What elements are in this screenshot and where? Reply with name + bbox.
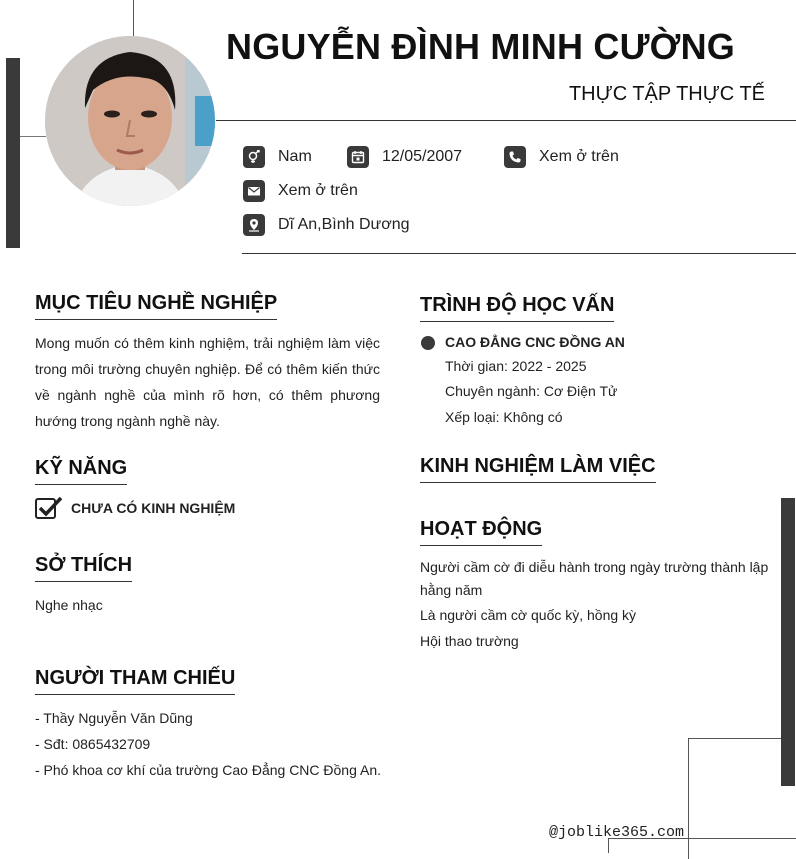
decor-top-line xyxy=(133,0,134,36)
contact-birthdate xyxy=(347,146,462,168)
activity-item: Người cầm cờ đi diễu hành trong ngày trường thành lập hằng năm xyxy=(420,559,769,598)
checkbox-checked-icon xyxy=(35,496,63,520)
education-rank: Xếp loại: Không có xyxy=(445,409,563,425)
job-title: THỰC TẬP THỰC TẾ xyxy=(568,83,765,105)
experience-section xyxy=(420,455,656,483)
education-bullet-icon xyxy=(421,336,435,350)
contact-divider xyxy=(242,253,796,254)
education-title: TRÌNH ĐỘ HỌC VẤN xyxy=(420,294,614,322)
education-section xyxy=(420,294,614,322)
references-title: NGƯỜI THAM CHIẾU xyxy=(35,667,235,695)
reference-line: - Phó khoa cơ khí của trường Cao Đẳng CNC Đồng An. xyxy=(35,762,382,778)
decor-left-bar xyxy=(6,58,20,248)
header-divider xyxy=(216,120,796,121)
mail-icon xyxy=(243,180,265,202)
references-section xyxy=(35,667,235,695)
objective-section xyxy=(35,292,277,320)
address-value: Dĩ An,Bình Dương xyxy=(278,216,410,233)
avatar xyxy=(45,36,215,206)
birthdate-value: 12/05/2007 xyxy=(382,148,463,165)
experience-title: KINH NGHIỆM LÀM VIỆC xyxy=(420,455,656,483)
education-school: CAO ĐẲNG CNC ĐỒNG AN xyxy=(445,334,625,350)
avatar-photo xyxy=(45,36,215,206)
activities-title: HOẠT ĐỘNG xyxy=(420,518,542,546)
phone-icon xyxy=(504,146,526,168)
candidate-name: NGUYỄN ĐÌNH MINH CƯỜNG xyxy=(226,26,735,67)
skill-item-label: CHƯA CÓ KINH NGHIỆM xyxy=(71,500,236,516)
skills-section xyxy=(35,457,127,485)
reference-line: - Thầy Nguyễn Văn Dũng xyxy=(35,710,193,726)
hobby-item: Nghe nhạc xyxy=(35,597,103,613)
skill-item xyxy=(35,496,235,520)
skills-title: KỸ NĂNG xyxy=(35,457,127,485)
activity-item: Là người cầm cờ quốc kỳ, hồng kỳ xyxy=(420,607,637,623)
activities-section xyxy=(420,518,542,546)
reference-line: - Sđt: 0865432709 xyxy=(35,736,151,752)
email-value: Xem ở trên xyxy=(278,182,358,199)
objective-title: MỤC TIÊU NGHỀ NGHIỆP xyxy=(35,292,277,320)
contact-email xyxy=(243,180,358,202)
decor-bottom-right-frame xyxy=(688,738,781,859)
activity-item: Hội thao trường xyxy=(420,633,519,649)
phone-value: Xem ở trên xyxy=(539,148,619,165)
contact-gender xyxy=(243,146,312,168)
decor-left-tick xyxy=(20,136,46,137)
gender-icon xyxy=(243,146,265,168)
gender-value: Nam xyxy=(278,148,312,165)
calendar-icon xyxy=(347,146,369,168)
watermark: @joblike365.com xyxy=(549,824,685,841)
hobbies-section xyxy=(35,554,132,582)
education-time: Thời gian: 2022 - 2025 xyxy=(445,358,587,374)
location-icon xyxy=(243,214,265,236)
education-major: Chuyên ngành: Cơ Điện Tử xyxy=(445,383,618,399)
hobbies-title: SỞ THÍCH xyxy=(35,554,132,582)
contact-address xyxy=(243,214,410,236)
decor-right-bar xyxy=(781,498,795,786)
objective-text: Mong muốn có thêm kinh nghiệm, trải nghiệm làm việc trong môi trường chuyên nghiệp. Để có thêm kiến thức về ngành nghề của mình rõ hơn, có thêm phương hướng trong ngành nghề này. xyxy=(35,335,380,429)
contact-phone xyxy=(504,146,619,168)
